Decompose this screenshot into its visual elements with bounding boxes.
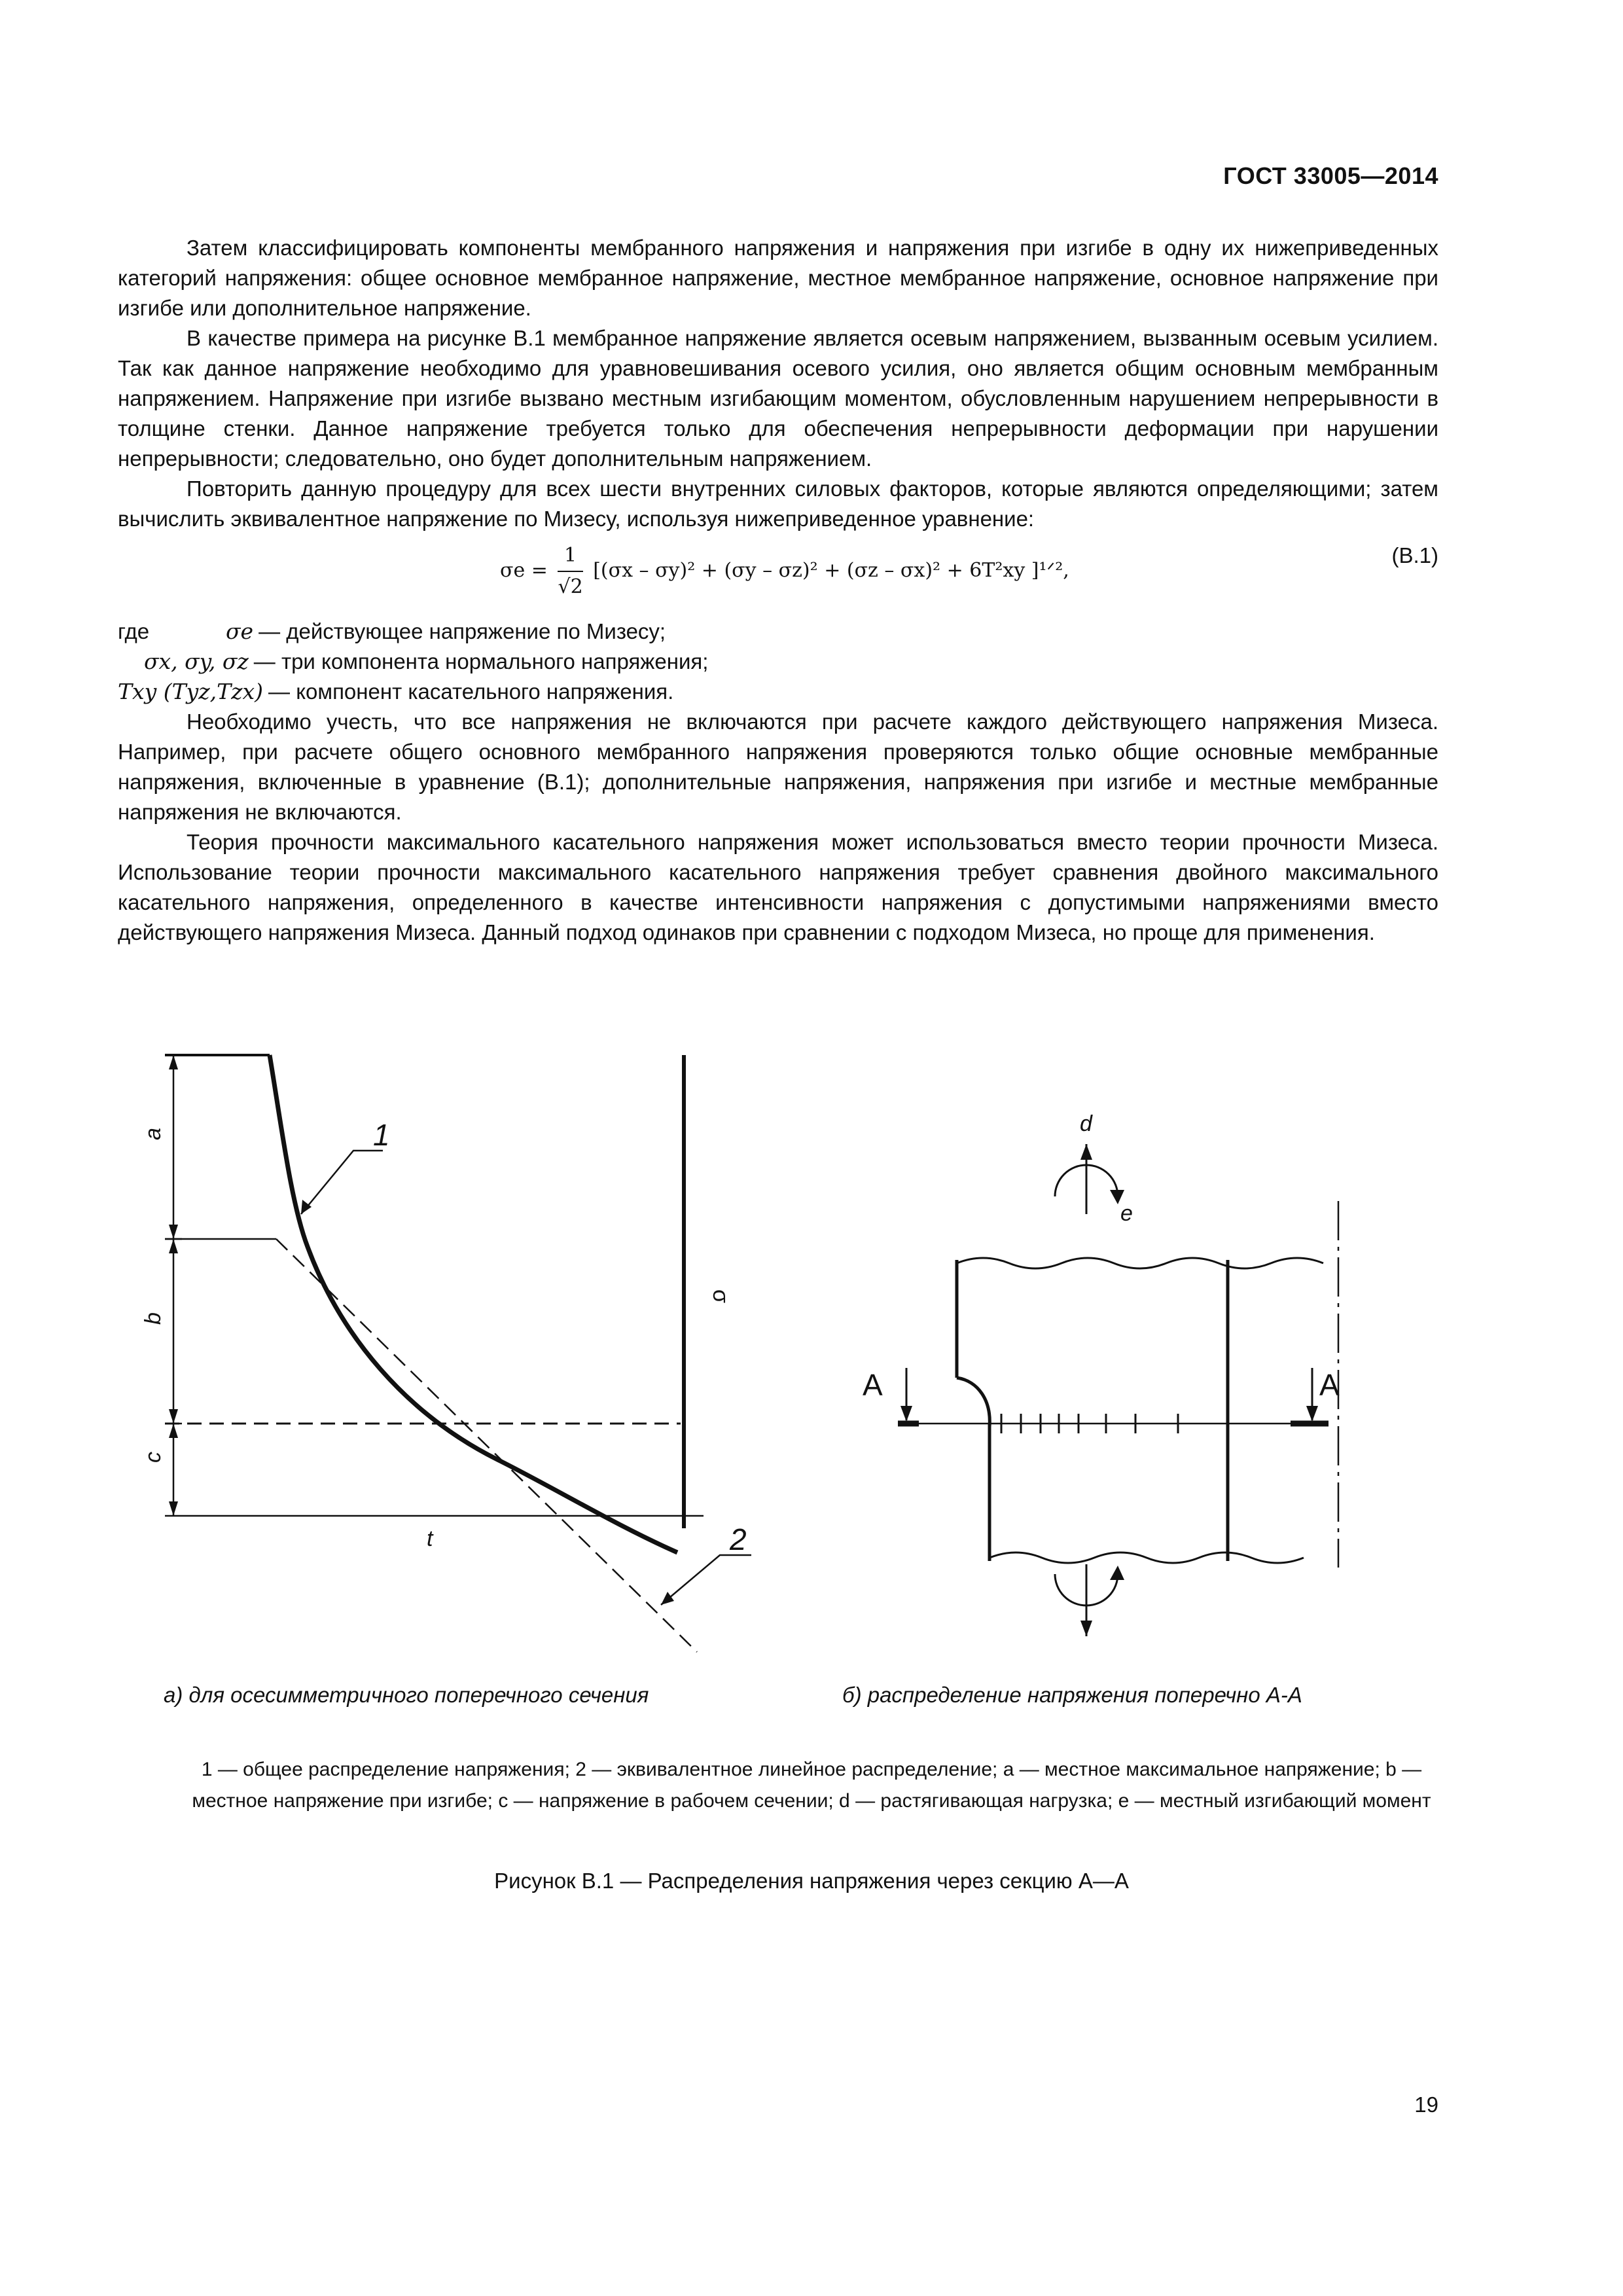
von-mises-formula	[500, 541, 1069, 602]
where-row-3	[118, 677, 1438, 707]
paragraph-3: Повторить данную процедуру для всех шести внутренних силовых факторов, которые являются определяющими; затем вычислить эквивалентное напряжение по Мизесу, используя нижеприведенное уравнение:	[118, 476, 1438, 531]
label-e: e	[1120, 1201, 1133, 1226]
diagram-b	[898, 1144, 1338, 1636]
formula-fraction-num: 1	[558, 541, 582, 572]
callout-2-label: 2	[730, 1522, 747, 1556]
paragraph-2: В качестве примера на рисунке В.1 мембранное напряжение является осевым напряжением, вызванным осевым усилием. Так как данное напряжение необходимо для уравновешивания осевого усилия, оно является общим основным мембранным напряжением. Напряжение при изгибе вызвано местным изгибающим моментом, обусловленным нарушением непрерывности в толщине стенки. Данное напряжение требуется только для обеспечения непрерывности деформации при нарушении непрерывности; следовательно, оно будет дополнительным напряжением.	[118, 326, 1438, 471]
label-c: c	[141, 1452, 166, 1463]
diagram-a-labels	[141, 1118, 747, 1556]
diagram-b-labels	[863, 1111, 1340, 1402]
figure-caption-a: а) для осесимметричного поперечного сечения	[164, 1683, 649, 1707]
where-row-2	[118, 647, 1438, 677]
bottom-break-line	[990, 1552, 1304, 1563]
where-list	[118, 617, 1438, 707]
wall-fillet	[957, 1378, 990, 1427]
formula-lhs: σe =	[500, 559, 548, 582]
top-break-line	[957, 1258, 1323, 1268]
diagram-a	[165, 1055, 751, 1652]
where-symbol: σe	[226, 619, 254, 644]
section-label-right: A	[1319, 1368, 1340, 1402]
label-d: d	[1080, 1111, 1092, 1136]
formula-block	[118, 534, 1438, 613]
label-a: a	[141, 1128, 166, 1140]
callout-1-leader	[301, 1151, 383, 1214]
label-sigma: σ	[708, 1289, 733, 1303]
formula-fraction-den: √2	[558, 575, 583, 598]
where-row-1	[118, 617, 1438, 647]
line-equivalent-linear	[276, 1239, 697, 1652]
formula-number: (В.1)	[1391, 543, 1438, 567]
callout-1-label: 1	[373, 1118, 390, 1152]
where-text: — действующее напряжение по Мизесу;	[259, 619, 666, 643]
standard-id: ГОСТ 33005—2014	[1223, 162, 1438, 189]
figure-legend: 1 — общее распределение напряжения; 2 — эквивалентное линейное распределение; a — местное максимальное напряжение; b — местное напряжение при изгибе; c — напряжение в рабочем сечении; d — растягивающая нагрузка; e — местный изгибающий момент	[192, 1759, 1431, 1812]
where-symbol: σx, σy, σz	[144, 649, 249, 674]
section-label-left: A	[863, 1368, 883, 1402]
where-text: — три компонента нормального напряжения;	[253, 649, 709, 673]
label-t: t	[427, 1526, 433, 1551]
figure-caption-b: б) распределение напряжения поперечно А-А	[842, 1683, 1302, 1707]
paragraph-4: Необходимо учесть, что все напряжения не включаются при расчете каждого действующего напряжения Мизеса. Например, при расчете общего основного мембранного напряжения проверяются только общие основные мембранные напряжения, включенные в уравнение (В.1); дополнительные напряжения, напряжения при изгибе и местные мембранные напряжения не включаются.	[118, 709, 1438, 824]
formula-fraction	[558, 541, 582, 602]
where-intro: где	[118, 619, 150, 643]
figure-title: Рисунок В.1 — Распределения напряжения через секцию А—А	[494, 1869, 1129, 1893]
paragraph-1: Затем классифицировать компоненты мембранного напряжения и напряжения при изгибе в одну их нижеприведенных категорий напряжения: общее основное мембранное напряжение, местное мембранное напряжение, основное напряжение при изгибе или дополнительное напряжение.	[118, 236, 1438, 320]
body-text	[118, 233, 1438, 948]
where-symbol: Txy (Tyz,Tzx)	[118, 679, 264, 704]
paragraph-5: Теория прочности максимального касательного напряжения может использоваться вместо теории прочности Мизеса. Использование теории прочности максимального касательного напряжения требует сравнения двойного максимального касательного напряжения, определенного в качестве интенсивности напряжения с допустимыми напряжениями вместо действующего напряжения Мизеса. Данный подход одинаков при сравнении с подходом Мизеса, но проще для применения.	[118, 830, 1438, 944]
curve-general-distribution	[270, 1055, 677, 1552]
formula-rhs: [(σx – σy)² + (σy – σz)² + (σz – σx)² + 6T²xy ]¹ᐟ²,	[593, 559, 1069, 582]
figure-b1	[0, 1021, 1623, 1741]
label-b: b	[141, 1312, 166, 1325]
page-number: 19	[1414, 2092, 1438, 2117]
callout-2-leader	[661, 1555, 751, 1605]
where-text: — компонент касательного напряжения.	[268, 679, 674, 704]
